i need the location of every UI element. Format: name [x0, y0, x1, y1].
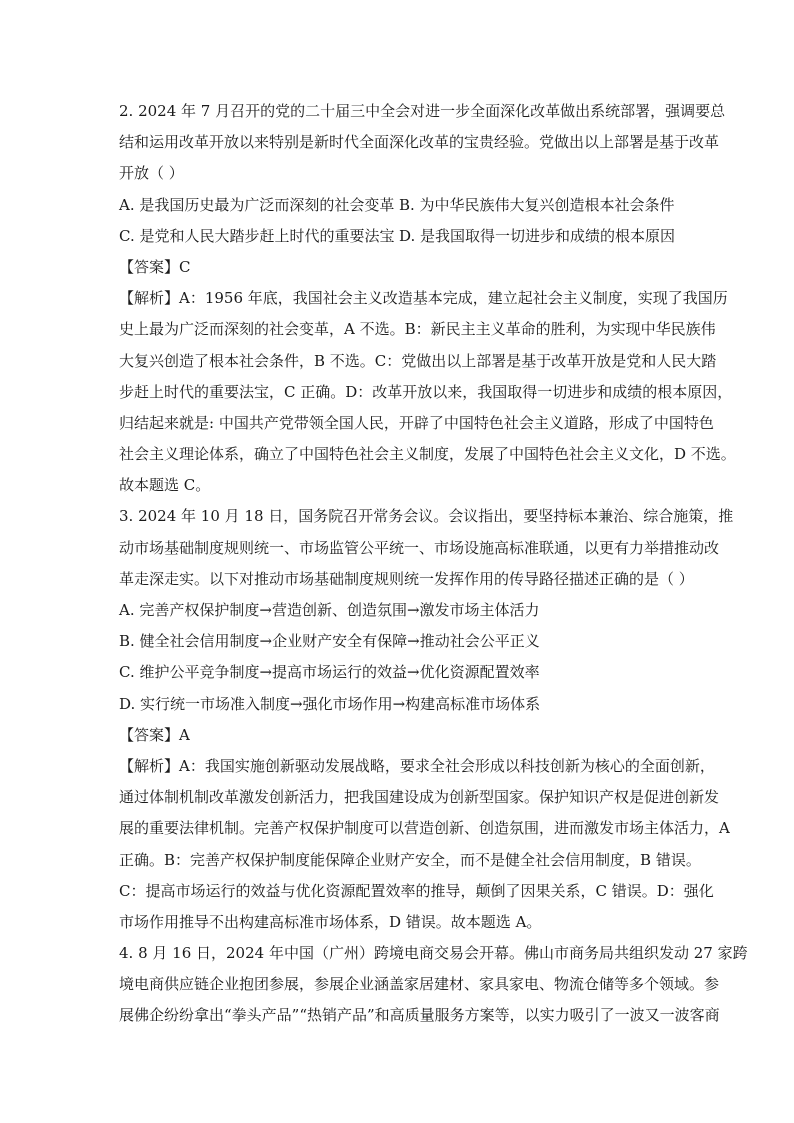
q2-analysis-line: 归结起来就是: 中国共产党带领全国人民，开辟了中国特色社会主义道路，形成了中国特色: [119, 413, 714, 432]
q2-answer: 【答案】C: [119, 257, 191, 276]
q2-stem-line: 2. 2024 年 7 月召开的党的二十届三中全会对进一步全面深化改革做出系统部署，强调要总: [119, 102, 726, 120]
question-4: [119, 938, 748, 1032]
q3-option-b: B. 健全社会信用制度→企业财产安全有保障→推动社会公平正义: [119, 632, 540, 651]
q2-analysis-line: 【解析】A：1956 年底，我国社会主义改造基本完成，建立起社会主义制度，实现了我国历: [119, 289, 728, 308]
q2-options-row-2: [119, 221, 679, 252]
q2-option-a: A. 是我国历史最为广泛而深刻的社会变革: [119, 195, 395, 214]
q2-option-c: C. 是党和人民大踏步赶上时代的重要法宝: [119, 226, 395, 245]
document-page: [119, 96, 748, 1032]
q3-analysis-line: 【解析】A：我国实施创新驱动发展战略，要求全社会形成以科技创新为核心的全面创新，: [119, 756, 715, 775]
q2-analysis-line: 社会主义理论体系，确立了中国特色社会主义制度，发展了中国特色社会主义文化，D 不选。: [119, 445, 736, 464]
q3-stem-line: 3. 2024 年 10 月 18 日，国务院召开常务会议。会议指出，要坚持标本兼治、综合施策，推: [119, 507, 734, 526]
q3-analysis-line: 正确。B：完善产权保护制度能保障企业财产安全，而不是健全社会信用制度，B 错误。: [119, 850, 701, 869]
q2-option-b: B. 为中华民族伟大复兴创造根本社会条件: [399, 195, 675, 214]
q3-option-c: C. 维护公平竞争制度→提高市场运行的效益→优化资源配置效率: [119, 663, 540, 682]
q4-stem-line: 4. 8 月 16 日，2024 年中国（广州）跨境电商交易会开幕。佛山市商务局共组织发动 27 家跨: [119, 944, 748, 963]
q3-answer: 【答案】A: [119, 725, 190, 744]
q2-analysis-line: 步赶上时代的重要法宝，C 正确。D：改革开放以来，我国取得一切进步和成绩的根本原因，: [119, 382, 733, 401]
q3-option-d: D. 实行统一市场准入制度→强化市场作用→构建高标准市场体系: [119, 694, 541, 713]
q3-analysis-line: C：提高市场运行的效益与优化资源配置效率的推导，颠倒了因果关系，C 错误。D：强化: [119, 881, 714, 900]
q4-stem-line: 展佛企纷纷拿出“拳头产品”“热销产品”和高质量服务方案等，以实力吸引了一波又一波客商: [119, 1006, 720, 1025]
q2-analysis-line: 大复兴创造了根本社会条件，B 不选。C：党做出以上部署是基于改革开放是党和人民大踏: [119, 351, 717, 370]
q2-analysis-line: 故本题选 C。: [119, 476, 211, 495]
question-3: [119, 501, 734, 938]
q3-analysis-line: 市场作用推导不出构建高标准市场体系，D 错误。故本题选 A。: [119, 912, 542, 931]
q2-stem-line: 结和运用改革开放以来特别是新时代全面深化改革的宝贵经验。党做出以上部署是基于改革: [119, 133, 720, 152]
q2-stem-line: 开放（ ）: [119, 164, 184, 183]
q2-analysis-line: 史上最为广泛而深刻的社会变革，A 不选。B：新民主主义革命的胜利，为实现中华民族伟: [119, 320, 716, 339]
q3-analysis-line: 通过体制机制改革激发创新活力，把我国建设成为创新型国家。保护知识产权是促进创新发: [119, 788, 720, 807]
q3-stem-line: 动市场基础制度规则统一、市场监管公平统一、市场设施高标准联通，以更有力举措推动改: [119, 538, 720, 557]
q3-analysis-line: 展的重要法律机制。完善产权保护制度可以营造创新、创造氛围，进而激发市场主体活力，A: [119, 819, 730, 838]
q3-option-a: A. 完善产权保护制度→营造创新、创造氛围→激发市场主体活力: [119, 601, 540, 619]
question-2: [119, 96, 736, 501]
q3-stem-line: 革走深走实。以下对推动市场基础制度规则统一发挥作用的传导路径描述正确的是（ ）: [119, 569, 694, 588]
q2-option-d: D. 是我国取得一切进步和成绩的根本原因: [399, 226, 676, 245]
q2-options-row-1: [119, 190, 679, 221]
q4-stem-line: 境电商供应链企业抱团参展，参展企业涵盖家居建材、家具家电、物流仓储等多个领域。参: [119, 975, 720, 994]
